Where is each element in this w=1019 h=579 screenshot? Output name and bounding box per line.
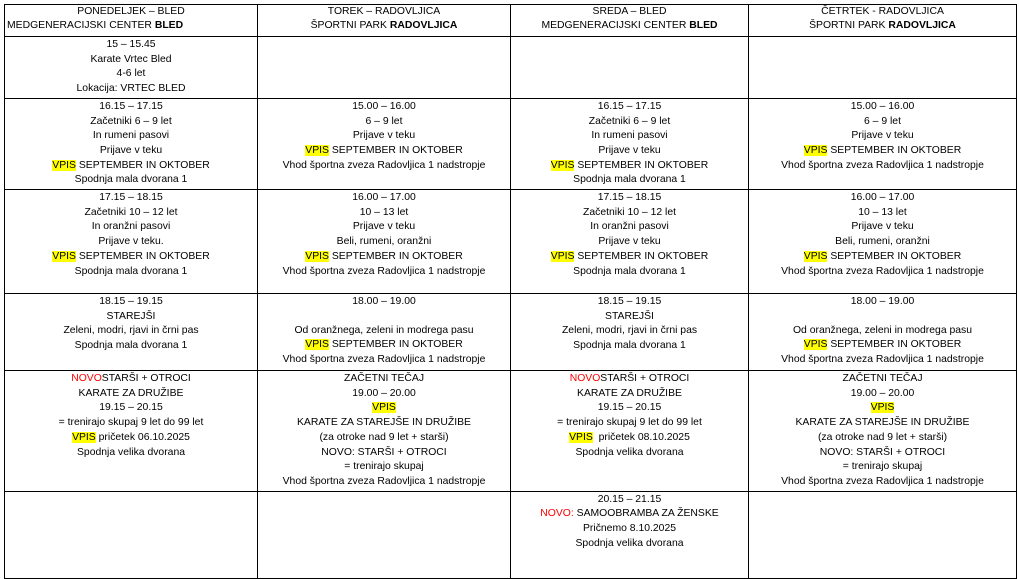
schedule-row	[5, 37, 1017, 99]
novo-badge: NOVO	[569, 373, 601, 385]
vpis-badge: VPIS	[52, 250, 76, 262]
cell-wednesday-beginners-10-12: 17.15 – 18.15 Začetniki 10 – 12 let In oranžni pasovi Prijave v teku VPIS SEPTEMBER IN OKTOBER Spodnja mala dvorana 1	[511, 190, 749, 294]
cell-tuesday-advanced: 18.00 – 19.00 Od oranžnega, zeleni in modrega pasu VPIS SEPTEMBER IN OKTOBER Vhod športna zveza Radovljica 1 nadstropje	[258, 294, 511, 371]
cell-empty	[258, 37, 511, 99]
vpis-badge: VPIS	[305, 250, 329, 262]
header-tuesday: TOREK – RADOVLJICA ŠPORTNI PARK RADOVLJICA	[258, 5, 511, 37]
schedule-row	[5, 190, 1017, 294]
cell-wednesday-beginners-6-9: 16.15 – 17.15 Začetniki 6 – 9 let In rumeni pasovi Prijave v teku VPIS SEPTEMBER IN OKTOBER Spodnja mala dvorana 1	[511, 98, 749, 189]
vpis-badge: VPIS	[305, 144, 329, 156]
cell-monday-beginners-6-9: 16.15 – 17.15 Začetniki 6 – 9 let In rumeni pasovi Prijave v teku VPIS SEPTEMBER IN OKTOBER Spodnja mala dvorana 1	[5, 98, 258, 189]
vpis-badge: VPIS	[72, 431, 96, 443]
vpis-badge: VPIS	[569, 431, 593, 443]
vpis-badge: VPIS	[870, 402, 895, 414]
header-monday: PONEDELJEK – BLED MEDGENERACIJSKI CENTER BLED	[5, 5, 258, 37]
cell-empty	[749, 37, 1017, 99]
cell-tuesday-6-9: 15.00 – 16.00 6 – 9 let Prijave v teku VPIS SEPTEMBER IN OKTOBER Vhod športna zveza Radovljica 1 nadstropje	[258, 98, 511, 189]
cell-thursday-advanced: 18.00 – 19.00 Od oranžnega, zeleni in modrega pasu VPIS SEPTEMBER IN OKTOBER Vhod športna zveza Radovljica 1 nadstropje	[749, 294, 1017, 371]
cell-wednesday-self-defense: 20.15 – 21.15 NOVO: SAMOOBRAMBA ZA ŽENSKE Pričnemo 8.10.2025 Spodnja velika dvorana	[511, 491, 749, 578]
schedule-row	[5, 294, 1017, 371]
cell-wednesday-seniors: 18.15 – 19.15 STAREJŠI Zeleni, modri, rjavi in črni pas Spodnja mala dvorana 1	[511, 294, 749, 371]
cell-empty	[511, 37, 749, 99]
cell-empty	[749, 491, 1017, 578]
schedule-table	[4, 4, 1017, 579]
novo-badge: NOVO:	[540, 508, 574, 520]
cell-empty	[258, 491, 511, 578]
cell-monday-family: NOVOSTARŠI + OTROCI KARATE ZA DRUŽIBE 19.15 – 20.15 = trenirajo skupaj 9 let do 99 let VPIS pričetek 06.10.2025 Spodnja velika dvorana	[5, 371, 258, 492]
schedule-row	[5, 371, 1017, 492]
cell-monday-kindergarten: 15 – 15.45 Karate Vrtec Bled 4-6 let Lokacija: VRTEC BLED	[5, 37, 258, 99]
cell-thursday-6-9: 15.00 – 16.00 6 – 9 let Prijave v teku VPIS SEPTEMBER IN OKTOBER Vhod športna zveza Radovljica 1 nadstropje	[749, 98, 1017, 189]
vpis-badge: VPIS	[52, 159, 76, 171]
header-thursday: ČETRTEK - RADOVLJICA ŠPORTNI PARK RADOVLJICA	[749, 5, 1017, 37]
vpis-badge: VPIS	[803, 339, 828, 351]
schedule-row	[5, 98, 1017, 189]
cell-thursday-10-13: 16.00 – 17.00 10 – 13 let Prijave v teku Beli, rumeni, oranžni VPIS SEPTEMBER IN OKTOBER Vhod športna zveza Radovljica 1 nadstropje	[749, 190, 1017, 294]
novo-badge: NOVO	[71, 373, 102, 385]
vpis-badge: VPIS	[550, 250, 575, 262]
cell-tuesday-10-13: 16.00 – 17.00 10 – 13 let Prijave v teku Beli, rumeni, oranžni VPIS SEPTEMBER IN OKTOBER Vhod športna zveza Radovljica 1 nadstropje	[258, 190, 511, 294]
vpis-badge: VPIS	[803, 144, 828, 156]
cell-monday-beginners-10-12: 17.15 – 18.15 Začetniki 10 – 12 let In oranžni pasovi Prijave v teku. VPIS SEPTEMBER IN OKTOBER Spodnja mala dvorana 1	[5, 190, 258, 294]
cell-empty	[5, 491, 258, 578]
cell-monday-seniors: 18.15 – 19.15 STAREJŠI Zeleni, modri, rjavi in črni pas Spodnja mala dvorana 1	[5, 294, 258, 371]
cell-wednesday-family: NOVOSTARŠI + OTROCI KARATE ZA DRUŽIBE 19.15 – 20.15 = trenirajo skupaj 9 let do 99 let VPIS pričetek 08.10.2025 Spodnja velika dvorana	[511, 371, 749, 492]
header-wednesday: SREDA – BLED MEDGENERACIJSKI CENTER BLED	[511, 5, 749, 37]
header-row	[5, 5, 1017, 37]
cell-thursday-beginner-course: ZAČETNI TEČAJ 19.00 – 20.00 VPIS KARATE ZA STAREJŠE IN DRUŽIBE (za otroke nad 9 let + starši) NOVO: STARŠI + OTROCI = trenirajo skupaj Vhod športna zveza Radovljica 1 nadstropje	[749, 371, 1017, 492]
vpis-badge: VPIS	[372, 402, 396, 414]
cell-tuesday-beginner-course: ZAČETNI TEČAJ 19.00 – 20.00 VPIS KARATE ZA STAREJŠE IN DRUŽIBE (za otroke nad 9 let + starši) NOVO: STARŠI + OTROCI = trenirajo skupaj Vhod športna zveza Radovljica 1 nadstropje	[258, 371, 511, 492]
schedule-row	[5, 491, 1017, 578]
vpis-badge: VPIS	[803, 250, 828, 262]
vpis-badge: VPIS	[305, 339, 329, 351]
vpis-badge: VPIS	[550, 159, 575, 171]
